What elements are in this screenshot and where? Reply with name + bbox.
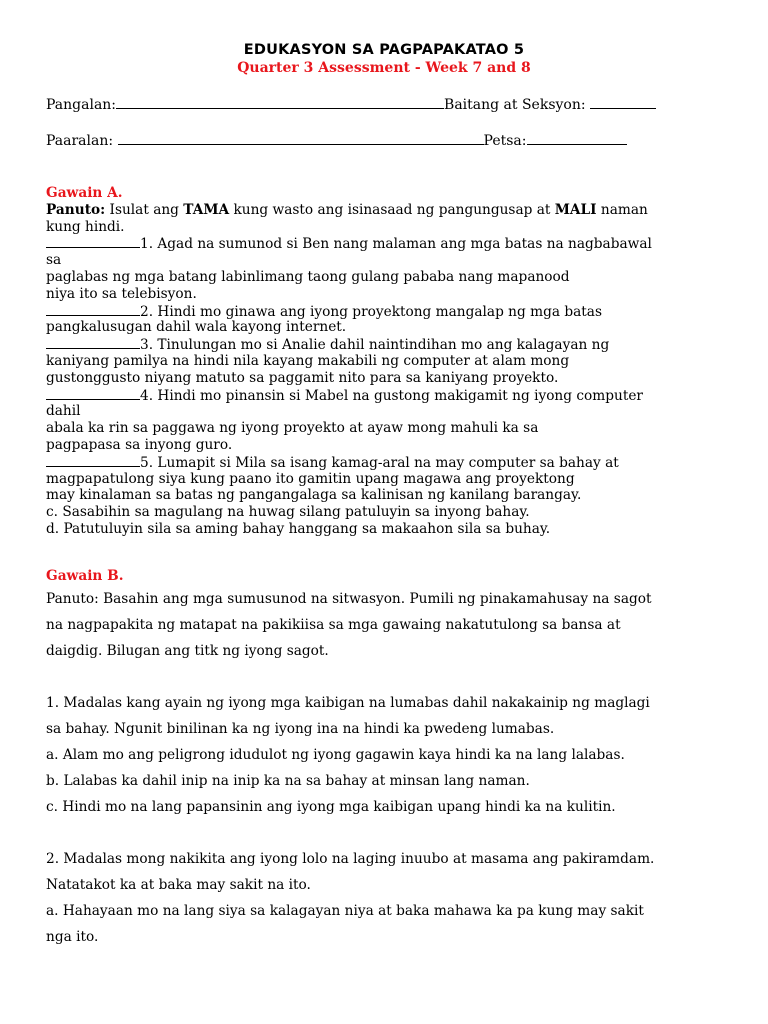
- item-text: niya ito sa telebisyon.: [46, 285, 197, 302]
- question-1-stem: sa bahay. Ngunit binilinan ka ng iyong ina na hindi ka pwedeng lumabas.: [46, 721, 555, 737]
- item-text: 5. Lumapit si Mila sa isang kamag-aral na may computer sa bahay at: [140, 454, 619, 471]
- grade-section-field[interactable]: [590, 95, 656, 109]
- item-text: pagpapasa sa inyong guro.: [46, 436, 233, 453]
- spacer: [46, 664, 736, 690]
- answer-blank[interactable]: [46, 303, 140, 316]
- gawain-b-heading: Gawain B.: [46, 568, 124, 584]
- item-1: [46, 235, 726, 252]
- answer-blank[interactable]: [46, 387, 140, 400]
- gawain-a-instructions-cont: kung hindi.: [46, 218, 125, 235]
- gawain-b-instructions: Panuto: Basahin ang mga sumusunod na sitwasyon. Pumili ng pinakamahusay na sagot: [46, 591, 652, 607]
- question-1-stem: 1. Madalas kang ayain ng iyong mga kaibigan na lumabas dahil nakakainip ng maglagi: [46, 695, 650, 711]
- gawain-b-instructions: na nagpapakita ng matapat na pakikiisa sa mga gawaing nakatutulong sa bansa at: [46, 617, 621, 633]
- item-text: 1. Agad na sumunod si Ben nang malaman ang mga batas na nagbabawal: [140, 236, 652, 253]
- question-1-choice-c[interactable]: c. Hindi mo na lang papansinin ang iyong mga kaibigan upang hindi ka na kulitin.: [46, 799, 616, 815]
- question-1-choice-a[interactable]: a. Alam mo ang peligrong idudulot ng iyong gagawin kaya hindi ka na lang lalabas.: [46, 747, 625, 763]
- item-text: paglabas ng mga batang labinlimang taong gulang pababa nang mapanood: [46, 268, 570, 285]
- gawain-b-section: [46, 566, 736, 950]
- page-title: EDUKASYON SA PAGPAPAKATAO 5: [243, 42, 525, 58]
- answer-blank[interactable]: [46, 454, 140, 467]
- panuto-label: Panuto:: [46, 201, 106, 218]
- item-text: c. Sasabihin sa magulang na huwag silang patuluyin sa inyong bahay.: [46, 504, 530, 521]
- item-2: [46, 303, 726, 320]
- name-label: Pangalan:: [46, 97, 117, 113]
- gawain-a-instructions: [46, 202, 726, 219]
- panuto-text: Isulat ang: [105, 201, 184, 218]
- item-text: kaniyang pamilya na hindi nila kayang makabili ng computer at alam mong: [46, 352, 570, 369]
- item-text: dahil: [46, 403, 81, 420]
- item-text: gustonggusto niyang matuto sa paggamit nito para sa kaniyang proyekto.: [46, 369, 559, 386]
- school-field[interactable]: [118, 131, 484, 145]
- item-text: pangkalusugan dahil wala kayong internet.: [46, 319, 347, 336]
- panuto-text: naman: [596, 201, 648, 218]
- name-grade-row: [46, 95, 656, 113]
- item-text: sa: [46, 252, 62, 269]
- date-label: Petsa:: [483, 133, 527, 149]
- grade-label: Baitang at Seksyon:: [444, 97, 586, 113]
- item-text: magpapatulong siya kung paano ito gamitin upang magawa ang proyektong: [46, 470, 575, 487]
- date-field[interactable]: [527, 131, 627, 145]
- question-2-choice-a[interactable]: a. Hahayaan mo na lang siya sa kalagayan niya at baka mahawa ka pa kung may sakit: [46, 903, 644, 919]
- gawain-b-instructions: daigdig. Bilugan ang titk ng iyong sagot.: [46, 643, 329, 659]
- question-1-choice-b[interactable]: b. Lalabas ka dahil inip na inip ka na sa bahay at minsan lang naman.: [46, 773, 530, 789]
- item-5: [46, 454, 726, 471]
- item-4: [46, 387, 726, 404]
- item-text: 2. Hindi mo ginawa ang iyong proyektong mangalap ng mga batas: [140, 303, 602, 320]
- item-text: may kinalaman sa batas ng pangangalaga sa kalinisan ng kanilang barangay.: [46, 487, 582, 504]
- school-label: Paaralan:: [46, 133, 114, 149]
- gawain-a-heading: Gawain A.: [46, 185, 123, 201]
- name-field[interactable]: [116, 95, 444, 109]
- item-3: [46, 336, 726, 353]
- question-2-choice-a-cont[interactable]: nga ito.: [46, 929, 99, 945]
- answer-blank[interactable]: [46, 235, 140, 248]
- item-text: abala ka rin sa paggawa ng iyong proyekto at ayaw mong mahuli ka sa: [46, 420, 539, 437]
- school-date-row: [46, 131, 627, 149]
- item-text: 4. Hindi mo pinansin si Mabel na gustong makigamit ng iyong computer: [140, 387, 643, 404]
- item-text: d. Patutuluyin sila sa aming bahay hanggang sa makaahon sila sa buhay.: [46, 520, 551, 537]
- panuto-text: kung wasto ang isinasaad ng pangungusap at: [229, 201, 555, 218]
- page-subtitle: Quarter 3 Assessment - Week 7 and 8: [237, 60, 531, 76]
- item-text: 3. Tinulungan mo si Analie dahil naintindihan mo ang kalagayan ng: [140, 337, 610, 354]
- question-2-stem: Natatakot ka at baka may sakit na ito.: [46, 877, 311, 893]
- gawain-a-section: [46, 185, 726, 538]
- mali-word: MALI: [554, 201, 597, 218]
- spacer: [46, 820, 736, 846]
- tama-word: TAMA: [183, 201, 230, 218]
- answer-blank[interactable]: [46, 336, 140, 349]
- question-2-stem: 2. Madalas mong nakikita ang iyong lolo na laging inuubo at masama ang pakiramdam.: [46, 851, 655, 867]
